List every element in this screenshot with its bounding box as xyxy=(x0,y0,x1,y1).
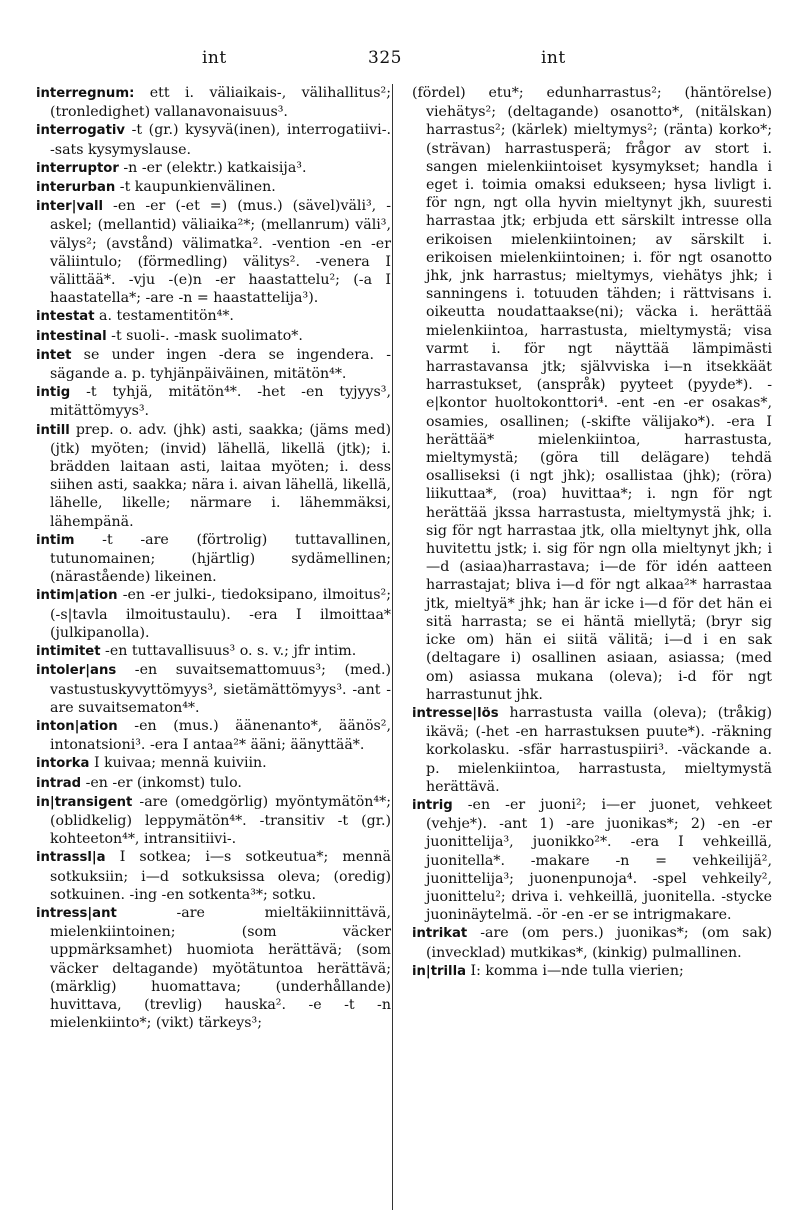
entry-headword: intig xyxy=(36,385,71,401)
entry-headword: interrogativ xyxy=(36,123,125,139)
right-column xyxy=(412,84,772,981)
dictionary-entry xyxy=(36,904,391,1032)
dictionary-entry xyxy=(36,848,391,904)
dictionary-entry xyxy=(36,197,391,307)
entry-headword: intimitet xyxy=(36,644,101,660)
dictionary-entry xyxy=(36,421,391,531)
entry-headword: inton|ation xyxy=(36,718,118,734)
entry-headword: interurban xyxy=(36,180,116,196)
dictionary-entry xyxy=(36,717,391,754)
entry-definition: -en -er (-et =) (mus.) (sävel)väli³, -askel; (mellantid) väliaika²*; (mellanrum) väli³, välys²; (avstånd) välimatka². -vention -en -er väliintulo; (förmedling) välitys². -venera I välittää*. -vju -(e)n -er haastattelu²; (-a I haastatella*; -are -n = haastattelija³). xyxy=(50,198,391,307)
entry-headword: intorka xyxy=(36,756,90,772)
entry-headword: intrad xyxy=(36,775,82,791)
entry-headword: in|trilla xyxy=(412,963,466,979)
dictionary-entry xyxy=(412,796,772,924)
entry-headword: inter|vall xyxy=(36,199,104,215)
entry-headword: intim|ation xyxy=(36,588,118,604)
entry-definition: -en tuttavallisuus³ o. s. v.; jfr intim. xyxy=(100,643,357,660)
dictionary-entry xyxy=(36,327,391,346)
entry-headword: intestinal xyxy=(36,328,107,344)
entry-definition: -t suoli-. -mask suolimato*. xyxy=(106,327,303,344)
entry-definition: -are (om pers.) juonikas*; (om sak) (invecklad) mutkikas*, (kinkig) pulmallinen. xyxy=(426,925,772,961)
entry-definition: -t kaupunkienvälinen. xyxy=(115,179,276,196)
entry-headword: intoler|ans xyxy=(36,663,117,679)
dictionary-entry xyxy=(36,661,391,717)
entry-headword: intrassl|a xyxy=(36,850,106,866)
dictionary-entry xyxy=(36,159,391,178)
left-column xyxy=(36,84,391,1032)
entry-definition: prep. o. adv. (jhk) asti, saakka; (jäms med) (jtk) myöten; (invid) lähellä, likellä (jtk); i. brädden laitaan asti, laitaa myöten; i. dess siihen asti, saakka; nära i. aivan lähellä, likellä, lähelle, likelle; närmare i. lähemmäksi, lähempänä. xyxy=(50,421,391,530)
entry-definition: se under ingen -dera se ingendera. -sägande a. p. tyhjänpäiväinen, mitätön⁴*. xyxy=(50,346,391,383)
entry-headword: in|transigent xyxy=(36,794,133,810)
entry-headword: interruptor xyxy=(36,160,119,176)
dictionary-entry xyxy=(36,383,391,420)
dictionary-entry xyxy=(412,924,772,961)
entry-definition: -en suvaitsemattomuus³; (med.) vastustuskyvyttömyys³, sietämättömyys³. -ant -are suvaitsematon⁴*. xyxy=(50,662,391,716)
entry-definition: -en -er juoni²; i—er juonet, vehkeet (vehje*). -ant 1) -are juonikas*; 2) -en -er juonittelija³, juonikko²*. -era I vehkeillä, juonitella*. -makare -n = vehkeilijä², juonittelija³; juonenpunoja⁴. -spel vehkeily², juonittelu²; driva i. vehkeillä, juonitella. -stycke juoninäytelmä. -ör -en -er se intrigmakare. xyxy=(426,796,772,924)
entry-definition: a. testamentitön⁴*. xyxy=(94,308,234,325)
entry-definition: -are (omedgörlig) myöntymätön⁴*; (oblidkelig) leppymätön⁴*. -transitiv -t (gr.) kohteeton⁴*, intransitiivi-. xyxy=(50,793,391,848)
dictionary-entry xyxy=(412,84,772,704)
entry-definition: -t -are (förtrolig) tuttavallinen, tutunomainen; (hjärtlig) sydämellinen; (närastående) likeinen. xyxy=(50,531,391,586)
entry-definition: (fördel) etu*; edunharrastus²; (häntörelse) viehätys²; (deltagande) osanotto*, (nitälskan) harrastus²; (kärlek) mieltymys²; (ränta) korko*; (strävan) harrastusperä; frågor av stort i. sangen mielenkiintoiset kysymykset; handla i eget i. toimia omaksi edukseen; hysa livligt i. för ngn, ngt olla hyvin mieltynyt jkh, suuresti harrastaa jtk; erbjuda ett särskilt intresse olla erikoisen mielenkiintoinen; av särskilt i. erikoisen mielenkiintoinen; i. för ngt osanotto jhk, jnk harrastus; mieltymys, viehätys jhk; i sanningens i. totuuden tähden; i rättvisans i. oikeutta noudattaakse(ni); väcka i. herättää mielenkiintoa, harrastusta, mieltymystä; visa varmt i. för ngt näyttää lämpimästi harrastavansa jtk; självviska i—n itsekkäät harrastukset, (anspråk) pyyteet (pyyde*). -e|kontor huoltokonttori⁴. -ent -en -er osakas*, osamies, osallinen; (-skifte välijako*). -era I herättää* mielenkiintoa, harrastusta, mieltymystä; (göra till delägare) tehdä osalliseksi (i ngt jhk); osallistaa (jhk); (röra) liikuttaa*, (roa) huvittaa*; i. ngn för ngt herättää jkssa harrastusta, mieltymystä jhk; i. sig för ngt harrastaa jtk, olla mieltynyt jhk, olla huvitettu jstk; i. sig för ngn olla mieltynyt jkh; i—d (asiaa)harrastava; i—de för idén aatteen harrastajat; bliva i—d för ngt alkaa²* harrastaa jtk, mieltyä* jhk; han är icke i—d för det hän ei sitä harrasta; se ei häntä miellytä; (bryr sig icke om) hän ei siitä välitä; i—d i en sak (deltagare i) osallinen asiaan, asiassa; (med om) asiassa mukana (oleva); i-d för ngt harrastunut jhk. xyxy=(412,85,772,703)
column-divider xyxy=(392,84,393,1210)
entry-headword: intestat xyxy=(36,309,95,325)
dictionary-entry xyxy=(412,704,772,796)
entry-headword: intrig xyxy=(412,797,453,813)
dictionary-entry xyxy=(36,774,391,793)
dictionary-entry xyxy=(36,793,391,849)
dictionary-entry xyxy=(36,84,391,121)
entry-definition: -en -er julki-, tiedoksipano, ilmoitus²; (-s|tavla ilmoitustaulu). -era I ilmoittaa* (julkipanolla). xyxy=(50,587,391,641)
entry-definition: -en (mus.) äänenanto*, äänös², intonatsioni³. -era I antaa²* ääni; äänyttää*. xyxy=(50,717,391,754)
dictionary-entry xyxy=(36,642,391,661)
entry-headword: interregnum: xyxy=(36,86,135,101)
entry-definition: I sotkea; i—s sotkeutua*; mennä sotkuksiin; i—d sotkuksissa oleva; (oredig) sotkuinen. -ing -en sotkenta³*; sotku. xyxy=(50,849,391,903)
dictionary-entry xyxy=(412,962,772,981)
entry-headword: intress|ant xyxy=(36,905,117,921)
entry-definition: ett i. väliaikais-, välihallitus²; (tronledighet) vallanavonaisuus³. xyxy=(50,85,391,121)
dictionary-entry xyxy=(36,178,391,197)
entry-headword: intet xyxy=(36,347,72,363)
entry-definition: -en -er (inkomst) tulo. xyxy=(81,774,242,791)
dictionary-entry xyxy=(36,586,391,642)
header-left-guide-word: int xyxy=(202,48,227,68)
entry-definition: harrastusta vailla (oleva); (tråkig) ikävä; (-het -en harrastuksen puute*). -räkning korkolasku. -sfär harrastuspiiri³. -väckande a. p. mielenkiintoa, harrastusta, mieltymystä herättävä. xyxy=(426,704,772,795)
dictionary-entry xyxy=(36,531,391,587)
header-right-guide-word: int xyxy=(541,48,566,68)
entry-definition: I: komma i—nde tulla vierien; xyxy=(466,962,684,979)
dictionary-entry xyxy=(36,346,391,383)
entry-headword: intresse|lös xyxy=(412,705,499,721)
dictionary-entry xyxy=(36,121,391,158)
entry-definition: -n -er (elektr.) katkaisija³. xyxy=(118,159,307,176)
page-number: 325 xyxy=(368,48,402,68)
entry-headword: intrikat xyxy=(412,926,468,942)
entry-definition: -t tyhjä, mitätön⁴*. -het -en tyjyys³, mitättömyys³. xyxy=(50,384,391,420)
entry-headword: intill xyxy=(36,422,70,438)
entry-definition: -t (gr.) kysyvä(inen), interrogatiivi-. -sats kysymyslause. xyxy=(50,122,391,158)
entry-headword: intim xyxy=(36,532,75,548)
dictionary-entry xyxy=(36,307,391,326)
entry-definition: -are mieltäkiinnittävä, mielenkiintoinen; (som väcker uppmärksamhet) huomiota herättävä; (som väcker deltagande) myötätuntoa herättävä; (märklig) huomattava; (underhållande) huvittava, (trevlig) hauska². -e -t -n mielenkiinto*; (vikt) tärkeys³; xyxy=(50,904,391,1032)
dictionary-entry xyxy=(36,754,391,773)
entry-definition: I kuivaa; mennä kuiviin. xyxy=(89,755,267,772)
